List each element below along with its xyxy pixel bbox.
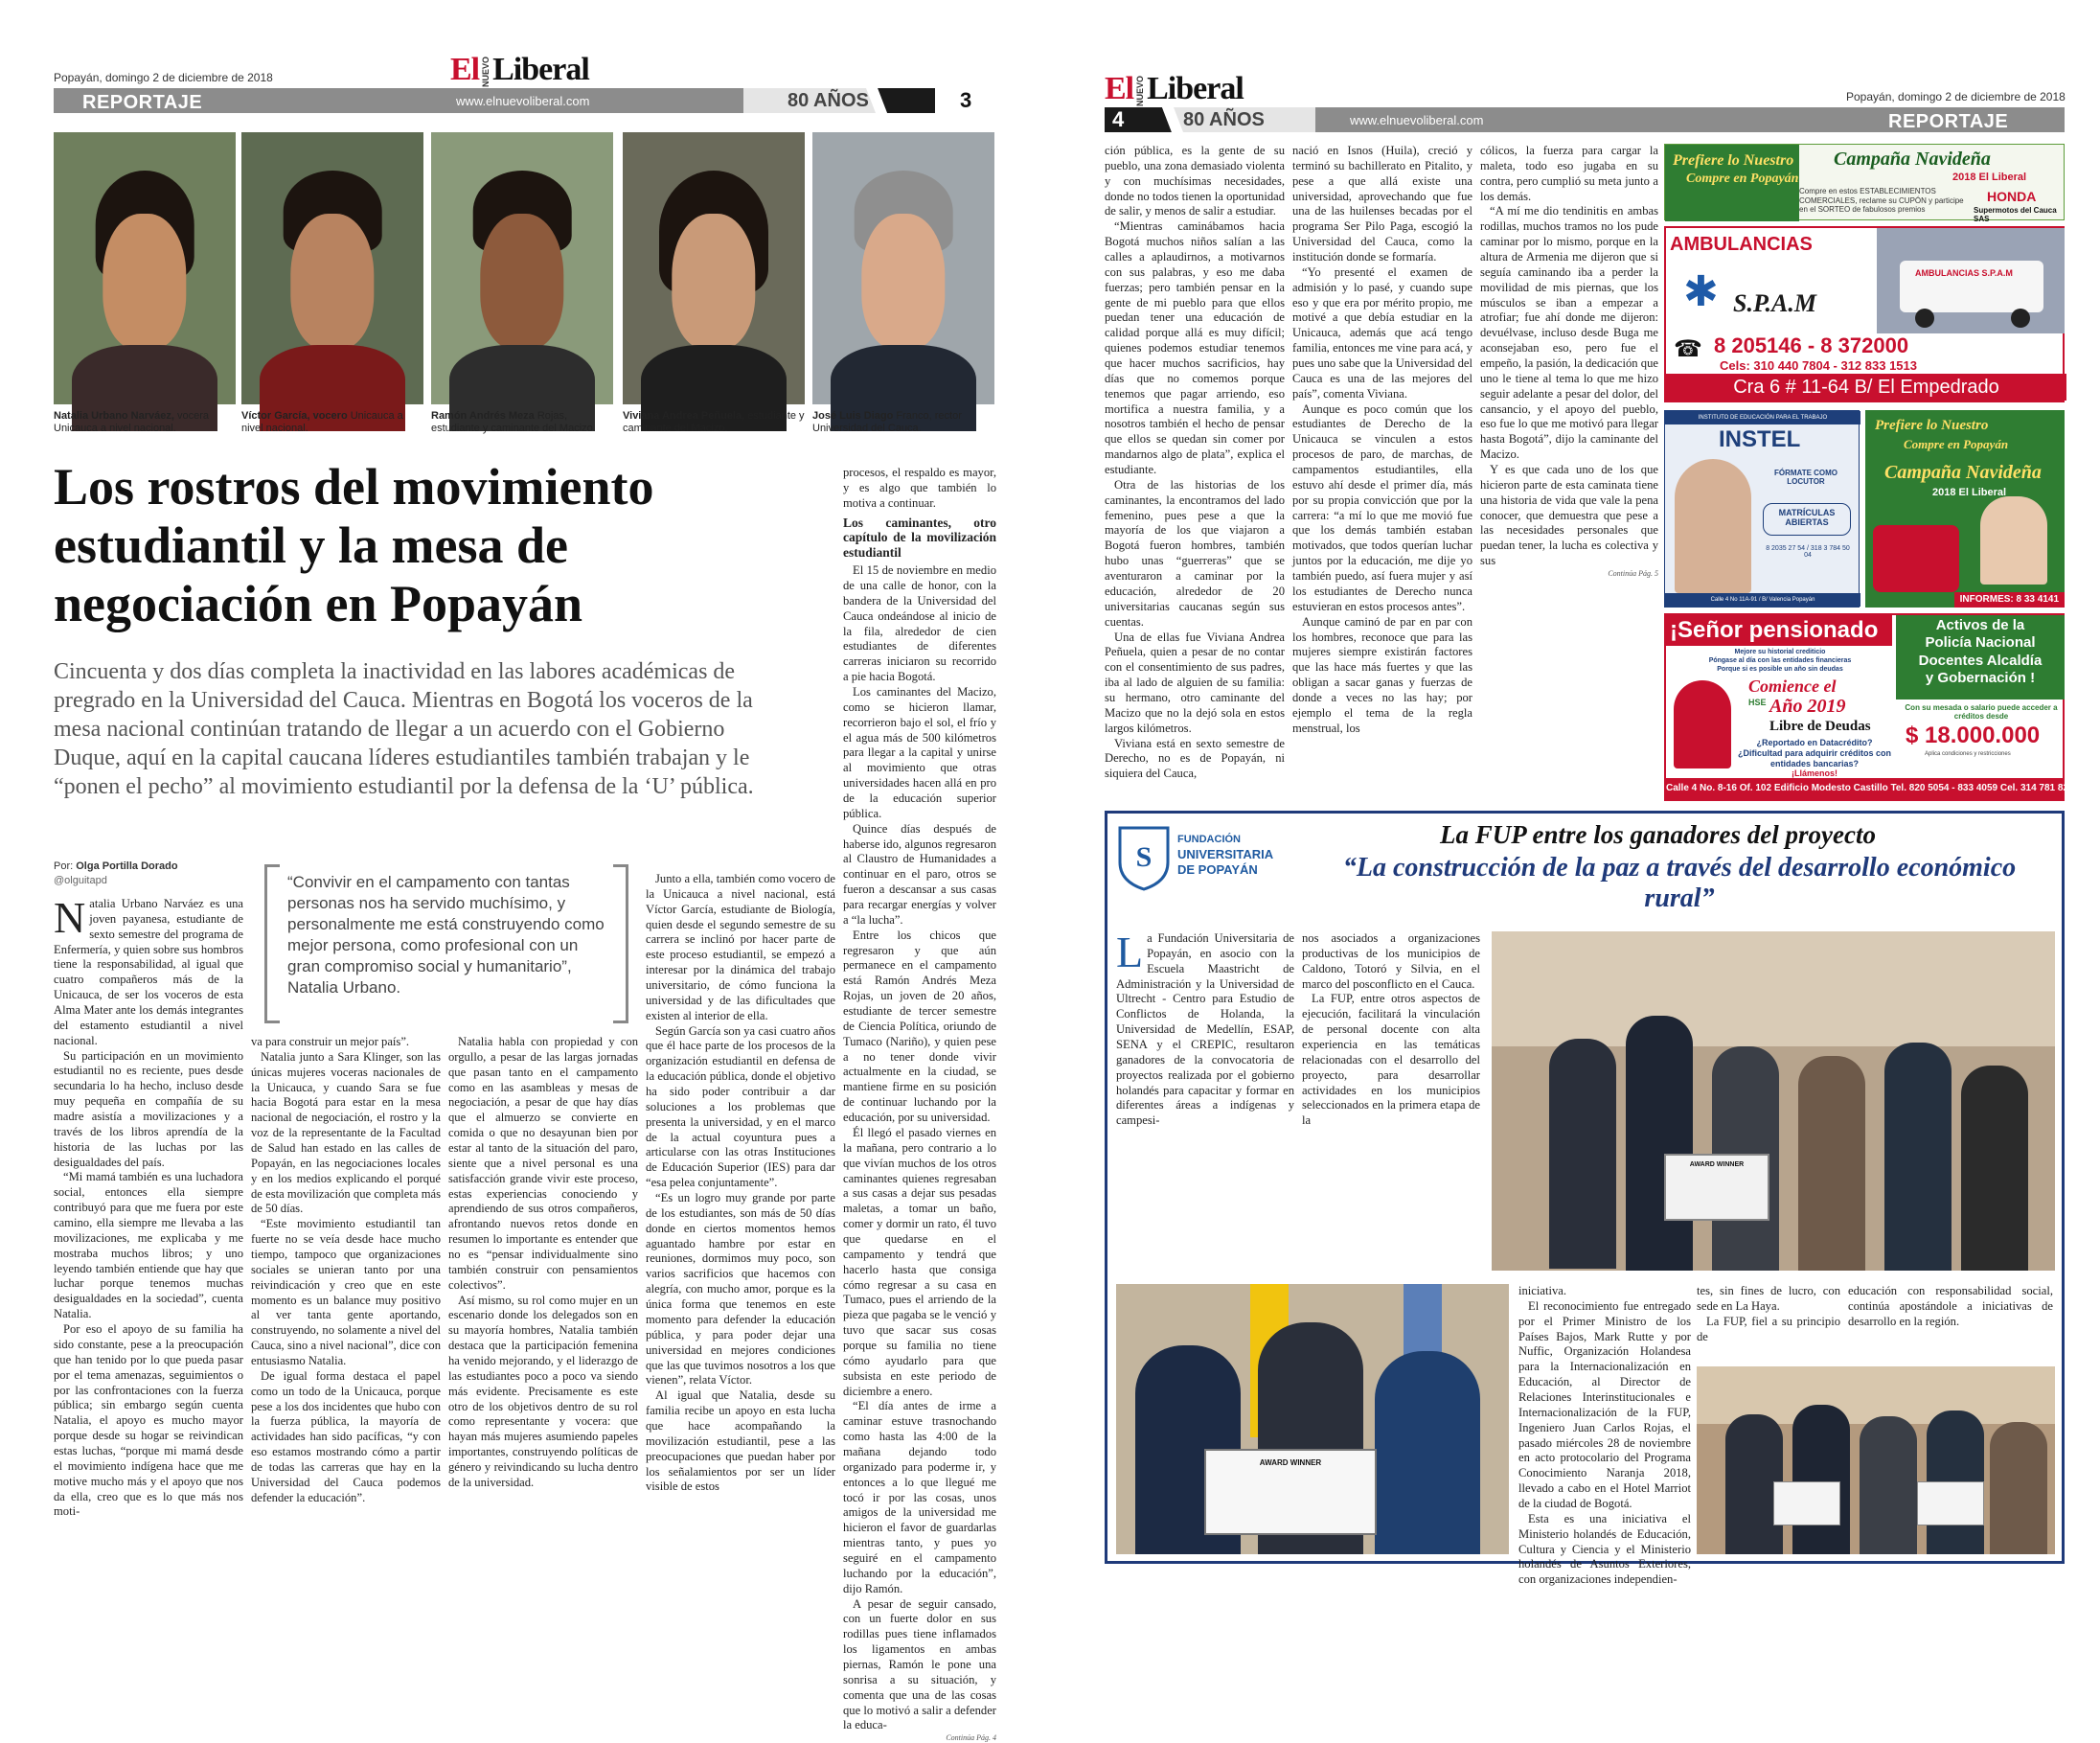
ad-campana-navidena-2[interactable] [1865,410,2065,608]
pensionado-anio: Año 2019 [1769,696,1846,717]
website-url[interactable]: www.elnuevoliberal.com [456,94,590,108]
dropcap: L [1116,928,1144,976]
portrait-jose-luis [812,132,994,404]
caption-viviana: Viviana Andrea Peñuela, estudiante y caminante del Macizo. [623,410,805,435]
ad-slogan-2: Compre en Popayán [1686,172,1799,186]
phone-icon: ☎ [1674,335,1702,362]
ad-ambulancias[interactable] [1664,226,2065,402]
ad-slogan: Prefiere lo Nuestro [1673,152,1794,169]
article-column-5: procesos, el respaldo es mayor, y es algo que también lo motiva a continuar. Los caminantes, otro capítulo de la movilización estudiantil El 15 de noviembre en medio de una calle de honor, con la bandera de la Universidad del Cauca ondeándose al inicio de la fila, alrededor de cien estudiantes de diferentes carreras iniciaron su recorrido a pie hacia Bogotá. Los caminantes del Macizo, como se hicieron llamar, recorrieron bajo el sol, el frío y el agua más de 500 kilómetros para llegar a la capital y unirse al movimiento que otras universidades hacen allá en pro de la educación superior pública. Quince días después de haberse ido, algunos regresaron al Claustro de Humanidades a continuar en el paro, otros se fueron a descansar a sus casas para recargar energías y volver a “la lucha”. Entre los chicos que regresaron y que aún permanece en el campamento está Ramón Andrés Meza Rojas, un joven de 20 años, estudiante de tercer semestre de Ciencia Política, oriundo de Tumaco (Nariño), y quien pese a no tener donde vivir actualmente en la ciudad, se mantiene firme en su posición de continuar luchando por la educación, por su universidad. Él llegó el pasado viernes en la mañana, pero contrario a lo que vivían muchos de los otros caminantes quienes regresaban a sus casas a dejar sus pesadas maletas, a tomar un baño, comer y dormir un rato, él tuvo que quedarse en el campamento y tendrá que hacerlo hasta que consiga cómo regresar a su casa en Tumaco, pues el arriendo de la pieza que pagaba se le venció y tuvo que sacar sus cosas porque su familia no tiene cómo ayudarlo para que subsista en este periodo de diciembre a enero. “El día antes de irme a caminar estuve trasnochando como hasta las 4:00 de la mañana dejando todo organizado para poderme ir, y entonces a lo que llegué me tocó ir por las cosas, unos amigos de la universidad me hicieron el favor de guardarlas mientras tanto, y pues yo seguiré en el campamento luchando por la educación”, dijo Ramón. A pesar de seguir cansado, con un fuerte dolor en sus rodillas pues tiene inflamados los ligamentos en ambas piernas, Ramón le pone una sonrisa a su situación, y comenta que una de las cosas que lo motivó a salir a defender la educa- Continúa Pág. 4 [843,466,996,1743]
ad-ambulancias-title: AMBULANCIAS [1670,234,1813,255]
portrait-victor [241,132,423,404]
pensionado-mesada: Con su mesada o salario puede acceder a créditos desde [1905,703,2058,721]
ad-address: Cra 6 # 11-64 B/ El Empedrado [1666,374,2066,401]
pensionado-questions: ¿Reportado en Datacrédito? ¿Dificultad para adquirir créditos con entidades bancarias? ¡Llámenos! [1737,738,1892,779]
article-headline: Los rostros del movimiento estudiantil y la mesa de negociación en Popayán [54,458,654,633]
article-column-2: va para construir un mejor país”. Natalia junto a Sara Klinger, son las únicas mujeres voceras nacionales de la Unicauca, y cuando Sara se fue hacia Bogotá para estar en la mesa nacional de negociación, el rostro y la voz de la representante de la Facultad de Salud han estado en las calles de Popayán, en las negociaciones locales y en los medios explicando el porqué de esta movilización que completa más de 50 días. “Este movimiento estudiantil tan fuerte no se veía desde hace mucho tiempo, tampoco que organizaciones sociales se unieran tanto por una reivindicación y creo que en este momento es un balance muy positivo al ver tanta gente aportando, construyendo, no solamente a nivel del Cauca, sino a nivel nacional”, dice con entusiasmo Natalia. De igual forma destaca el papel como un todo de la Unicauca, porque pese a los dos incidentes que hubo con la fuerza pública, la mayoría de actividades han sido pacíficas, “y con eso estamos mostrando cómo a partir de todas las carreras que hay en la Universidad del Cauca podemos defender la educación”. [251,1035,441,1504]
pensionado-title: ¡Señor pensionado [1666,615,1892,646]
award-certificate: AWARD WINNER [1664,1154,1769,1221]
byline-handle[interactable]: @olguitapd [54,875,107,886]
pensionado-aplica: Aplica condiciones y restricciones [1925,751,2011,757]
newspaper-page-4 [1070,0,2100,1589]
fup-award-photo-group [1492,931,2055,1271]
masthead-logo [450,52,589,88]
fup-column-1: La Fundación Universitaria de Popayán, en asocio con la Escuela Maastricht de Administración y la Universidad de Ultrecht - Centro para Estudio de Conflictos de Holanda, la Universidad de Medellín, ESAP, SENA y el CREPIC, resultaron ganadores de la convocatoria de proyectos realizada por el gobierno holandés para capacitar y formar en diferentes áreas a indígenas y campesi- [1116,928,1294,1128]
fup-title: La FUP entre los ganadores del proyecto [1440,820,1876,849]
instel-model-photo [1675,459,1751,593]
svg-text:S: S [1135,841,1153,873]
pull-quote: “Convivir en el campamento con tantas personas nos ha servido muchísimo, y personalmente me está construyendo como mejor persona, como profesional con un gran compromiso social y humanitario”, Natalia Urbano. [287,873,605,998]
award-certificate: AWARD WINNER [1204,1449,1377,1535]
star-of-life-icon: ✱ [1683,267,1719,316]
header-bar [54,88,743,113]
caption-natalia: Natalia Urbano Narváez, vocera Unicauca a nivel nacional. [54,410,210,435]
dropcap: N [54,893,86,942]
pensionado-libre: Libre de Deudas [1769,719,1871,734]
instel-logo: INSTEL [1719,426,1801,452]
fup-award-photo-trio [1116,1284,1509,1554]
ad-senor-pensionado[interactable] [1664,613,2080,801]
section-label: REPORTAJE [1888,111,2009,132]
caption-jose-luis: José Luis Diago Franco, rector Universidad del Cauca. [812,410,962,435]
fup-shield-icon [1116,824,1172,891]
pensionado-amount: $ 18.000.000 [1906,722,2041,748]
ad-informes: INFORMES: 8 33 4141 [1954,592,2065,608]
newspaper-page-3 [0,0,1030,1743]
anniversary-label: 80 AÑOS [788,90,869,111]
santa-illustration [1674,680,1731,768]
masthead-liberal: Liberal [492,52,589,87]
page-date: Popayán, domingo 2 de diciembre de 2018 [54,71,273,84]
byline: Por: Olga Portilla Dorado [54,860,178,872]
girl-photo [1980,496,2047,585]
page-date: Popayán, domingo 2 de diciembre de 2018 [1846,90,2066,103]
ad-cels: Cels: 310 440 7804 - 312 833 1513 [1720,358,1918,373]
fup-column-2: nos asociados a organizaciones productivas de los municipios de Caldono, Totoró y Silvia, en el marco del posconflicto en el Cauca. La FUP, entre otros aspectos de ejecución, facilitará la vinculación de personal docente con alta experiencia en las temáticas relacionadas con el desarrollo del proyecto, para desarrollar actividades en los municipios seleccionados en la primera etapa de la [1302,931,1480,1128]
ad-title: Campaña Navideña [1884,462,2042,483]
ad-instel[interactable] [1664,410,1860,608]
pensionado-subtext: Mejore su historial crediticio Póngase al día con las entidades financieras Porque si es posible un año sin deudas [1708,649,1852,674]
article-column-4: Junto a ella, también como vocero de la Unicauca a nivel nacional, está Víctor García, estudiante de Biología, quien desde el segundo semestre de su carrera se inclinó por hacer parte de este proceso estudiantil, se empezó a interesar por la dinámica del trabajo universitario, de cómo funciona la universidad y de las dificultades que existen al interior de ella. Según García son ya casi cuatro años que él hace parte de los procesos de la organización estudiantil en defensa de la educación pública, donde el objetivo ha sido poder contribuir a dar soluciones a los problemas que presenta la universidad, y en el marco de la actual coyuntura pues a articularse con las otras Instituciones de Educación Superior (IES) para dar “esa pelea conjuntamente”. “Es un logro muy grande por parte de los estudiantes, son más de 50 días donde en ciertos momentos hemos aguantado hambre por estar en reuniones, dormimos muy poco, son varios sacrificios que hacemos con alegría, con mucho amor, porque es la única forma que tenemos en este momento para defender la educación pública, y para poder dejar una universidad en mejores condiciones que las que tuvimos nosotros a los que vienen”, relata Víctor. Al igual que Natalia, desde su familia recibe un apoyo en esta lucha que hace acompañando la movilización estudiantil, pese a las preocupaciones que puedan haber por los señalamientos por ser un líder visible de estos [646,872,835,1494]
fup-column-5: educación con responsabilidad social, continúa apostándole a iniciativas de desarrollo en la región. [1848,1284,2053,1328]
fup-column-4: tes, sin fines de lucro, con sede en La Haya. La FUP, fiel a su principio de [1697,1284,1840,1343]
instel-matriculas: MATRÍCULAS ABIERTAS [1763,503,1851,536]
article-column-c: cólicos, la fuerza para cargar la maleta, todo eso jugaba en su contra, pero cumplió su meta junto a los demás. “A mí me dio tendinitis en ambas rodillas, muchos tramos no los pude caminar por lo mismo, porque en la altura de Armenia me dijeron que si seguía caminando iba a perder la movilidad de mis piernas, que los músculos se iban a empezar a atrofiar; fue ahí donde me dijeron: devuélvase, incluso desde Buga me aconsejaban eso, pero fue el empeño, la pasión, la dedicación que uno le tiene al tema lo que me hizo seguir adelante a pesar del dolor, del cansancio, y el apoyo del pueblo, eso fue lo que me motivó para llegar hasta Bogotá”, dijo la caminante del Macizo. Y es que cada uno de los que hicieron parte de esta caminata tiene una historia de vida que vale la pena conocer, que demuestra que pese a las necesidades personales que puedan tener, la lucha es colectiva y sus Continúa Pág. 5 [1480,144,1658,579]
continues-note: Continúa Pág. 4 [946,1733,996,1743]
instel-top: INSTITUTO DE EDUCACIÓN PARA EL TRABAJO [1665,411,1860,424]
honda-logo: HONDA [1987,189,2037,204]
fup-subtitle: “La construcción de la paz a través del desarrollo económico rural” [1342,853,2017,914]
portrait-natalia [54,132,236,404]
quote-bracket-left [264,864,280,1023]
portrait-ramon [431,132,613,404]
header-bar [1315,107,2065,132]
article-column-a: ción pública, es la gente de su pueblo, una zona demasiado violenta y con muchísimas necesidades, donde no todos tienen la oportunidad de salir, y menos de salir a estudiar. “Mientras caminábamos hacia Bogotá muchos niños salían a las calles a aplaudirnos, a motivarnos con sus palabras, y eso me daba fuerzas; pero también pensar en la gente de mi pueblo para que ellos puedan tener una educación de calidad porque allá es muy difícil; quienes podemos estudiar tenemos que hacer muchos sacrificios, hay días que no comemos porque tenemos que pagar arriendo, eso mortifica a nuestra familia, y a nosotros también el hecho de pensar que ellos se quedan sin comer por mandarnos algo de plata”, explica el estudiante. Otra de las historias de los caminantes, la encontramos del lado femenino, pues pese a que la mayoría de los que viajaron a Bogotá fueron hombres, también hubo unas “guerreras” que se aventuraron a caminar por la educación, alrededor de 20 universitarias caucanas según sus cuentas. Una de ellas fue Viviana Andrea Peñuela, quien a pesar de no contar con el consentimiento de sus padres, iba al lado de alguien de su familia: su hermano, otro caminante del Macizo que no la dejó sola en estos largos kilómetros. Viviana está en sexto semestre de Derecho, no es de Popayán, ni siquiera del Cauca, [1105,144,1285,781]
quote-bracket-right [613,864,628,1023]
ad-year-brand: 2018 El Liberal [1952,172,2027,183]
instel-phones: 8 2035 27 54 / 318 3 784 50 04 [1766,545,1850,559]
ad-body: Compre en estos ESTABLECIMIENTOS COMERCIALES, reclame su CUPÓN y participe en el SORTEO de fabulosos premios [1799,187,1964,215]
masthead-nuevo: NUEVO [481,57,491,88]
honda-sub: Supermotos del Cauca SAS [1974,206,2057,223]
subheading-caminantes: Los caminantes, otro capítulo de la movilización estudiantil [843,515,996,560]
masthead-logo: El NUEVOLiberal [1105,71,1244,107]
ad-title: Campaña Navideña [1834,149,1991,170]
fup-logo-text: FUNDACIÓN UNIVERSITARIA DE POPAYÁN [1177,834,1274,877]
ambulance-photo: AMBULANCIAS S.P.A.M [1877,228,2065,333]
page-number: 4 [1112,107,1125,131]
ad-slogan: Prefiere lo Nuestro [1875,418,1989,433]
article-lead: Cincuenta y dos días completa la inactividad en las labores académicas de pregrado en la Universidad del Cauca. Mientras en Bogotá los voceros de la mesa nacional continúan tratando de llegar a un acuerdo con el Gobierno Duque, aquí en la capital caucana líderes estudiantiles también trabajan y le “ponen el pecho” al movimiento estudiantil por la defensa de la ‘U’ pública. [54,659,754,799]
article-column-3: Natalia habla con propiedad y con orgullo, a pesar de las largas jornadas que pasan tanto en el campamento como en las asambleas y mesas de negociación, a pesar de que hay días que el almuerzo se convierte en comida o que no desayunan bien por estar al tanto de la situación del paro, siente que a nivel personal es una satisfacción grande vivir este proceso, estas experiencias conociendo y aprendiendo de sus otros compañeros, afrontando nuevos retos donde en resumen lo importante es entender que no es “pensar individualmente sino también construir con pensamientos colectivos”. Así mismo, su rol como mujer en un escenario donde los delegados son en su mayoría hombres, Natalia también destaca que la participación femenina ha venido mejorando, y el liderazgo de las estudiantes poco a poco va siendo más evidente. Precisamente es este otro de los objetivos dentro de su rol como representante y vocera: que hayan más mujeres asumiendo papeles importantes, construyendo políticas de género y reivindicando su lucha dentro de la universidad. [448,1035,638,1489]
pensionado-activos: Activos de la Policía Nacional Docentes Alcaldía y Gobernación ! [1896,615,2065,699]
anniversary-label: 80 AÑOS [1183,109,1265,130]
section-label: REPORTAJE [82,92,203,113]
hse-logo: HSE [1748,698,1767,707]
spam-logo: S.P.A.M [1733,289,1816,317]
portrait-viviana [623,132,805,404]
website-url[interactable]: www.elnuevoliberal.com [1350,113,1484,127]
article-column-1: Natalia Urbano Narváez es una joven payanesa, estudiante de sexto semestre del programa de Enfermería, y quien sobre sus hombros tiene la responsabilidad, al igual que cuatro compañeros más de la Unicauca, de ser los voceros de esta Alma Mater ante los demás integrantes del estamento estudiantil a nivel nacional. Su participación en un movimiento estudiantil no es reciente, pues desde secundaria lo ha hecho, incluso desde muy pequeña en compañía de su madre asistía a movilizaciones y a través de los libros aprendía de la historia de las luchas por las desigualdades del país. “Mi mamá también es una luchadora social, entonces ella siempre contribuyó para que me fuera por este camino, ella siempre me llevaba a las movilizaciones, me explicaba y me mostraba muchos libros; y uno leyendo también entiende que hay que luchar porque tenemos muchas desigualdades en la sociedad”, cuenta Natalia. Por eso el apoyo de su familia ha sido constante, pese a la preocupación que han tenido por lo que pueda pasar por el tema amenazas, seguimientos o por las confrontaciones con la fuerza pública; sin embargo según cuenta Natalia, el apoyo es mucho mayor porque desde su hogar se reivindican estas luchas, “porque mi mamá desde el movimiento indígena hace que me motive mucho más y el apoyo que nos da ella, creo que es lo que más nos moti- [54,893,243,1519]
article-column-b: nació en Isnos (Huila), creció y terminó su bachillerato en Pitalito, y pese a que allá existe una universidad, aprovechando que fue una de las huilenses becadas por el programa Ser Pilo Paga, escogió la Universidad del Cauca, como la institución donde se formaría. “Yo presenté el examen de admisión y lo pasé, y cuando supe eso y que era por mérito propio, me motivé a que debía estudiar en la Unicauca, además que acá tengo familia, entonces me vine para acá, y pues uno sabe que la Universidad del Cauca es una de las mejores del país”, comenta Viviana. Aunque es poco común que los estudiantes de Derecho de la Unicauca se vinculen a estos procesos de paro, de marchas, de campamentos estudiantiles, ella estuvo ahí desde el primer día, más por su propia convicción que por la carrera: “a mí lo que me movió fue que los demás también estaban motivados, que todos querían luchar juntos por la educación, me dije yo también puedo, así fuera mujer y así los estudiantes de Derecho nunca estuvieran en estos procesos antes”. Aunque caminó de par en par con los hombres, reconoce que para las mujeres siempre existirán factores que las hace más fuertes y que las obligan a sacar ganas y fuerzas de donde a veces no las hay; por ejemplo el tema de la regla menstrual, los [1292,144,1472,735]
fup-column-3: iniciativa. El reconocimiento fue entregado por el Primer Ministro de los Países Bajos, Mark Rutte y por Nuffic, Organización Holandesa para la Internacionalización en Educación, al Director de Relaciones Interinstitucionales e Internacionalización de la FUP, Ingeniero Juan Carlos Rojas, el pasado miércoles 28 de noviembre en acto protocolario del Programa Conocimiento Naranja 2018, llevado a cabo en el Hotel Marriot de la ciudad de Bogotá. Esta es una iniciativa el Ministerio holandés de Educación, Cultura y Ciencia y el Ministerio holandés de Asuntos Exteriores, con organizaciones independien- [1518,1284,1691,1587]
ad-phones: 8 205146 - 8 372000 [1714,333,1909,357]
instel-formate: FÓRMATE COMO LOCUTOR [1773,469,1838,486]
masthead-el: El [450,52,480,87]
caption-ramon: Ramón Andrés Meza Rojas, estudiante y caminante del Macizo. [431,410,596,435]
continues-note: Continúa Pág. 5 [1608,569,1658,579]
ad-campana-navidena[interactable] [1664,144,2065,223]
pensionado-footer: Calle 4 No. 8-16 Of. 102 Edificio Modesto Castillo Tel. 820 5054 - 833 4059 Cel. 314 781 8261 [1666,778,2063,799]
ad-year-brand: 2018 El Liberal [1932,487,2007,498]
pensionado-comience: Comience el [1748,677,1837,696]
ad-slogan-2: Compre en Popayán [1904,437,2009,451]
instel-footer: Calle 4 No 11A-91 / B/ Valencia Popayán [1665,593,1860,607]
gift-icon [1873,525,1959,592]
caption-victor: Víctor García, vocero Unicauca a nivel nacional. [241,410,403,435]
page-gutter [1030,0,1070,1589]
page-number: 3 [960,88,972,112]
fup-award-photo-ceremony [1697,1366,2055,1554]
